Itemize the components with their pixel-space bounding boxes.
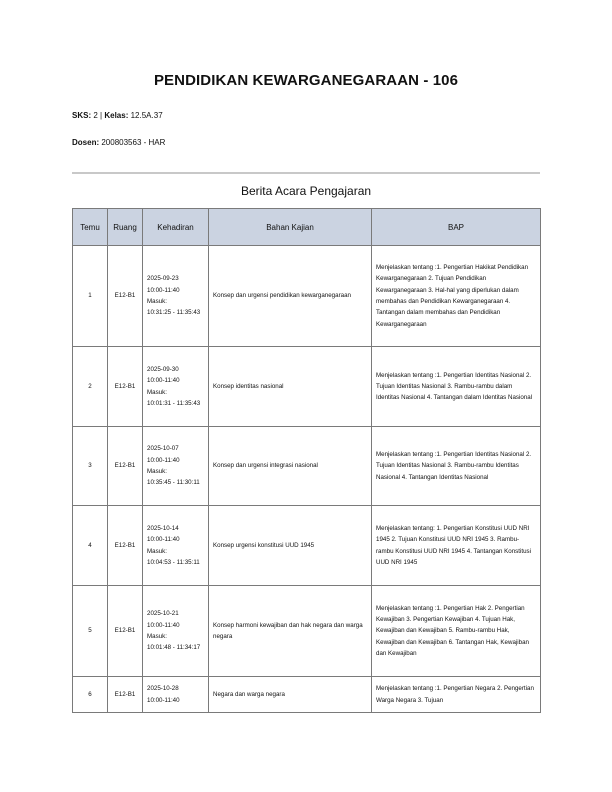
- bahan-kajian-cell: Konsep harmoni kewajiban dan hak negara dan warga negara: [209, 586, 372, 677]
- header-kehadiran: Kehadiran: [143, 209, 209, 246]
- kehadiran-time: 10:00-11:40: [147, 621, 180, 629]
- kehadiran-cell: [143, 347, 209, 427]
- masuk-label: Masuk:: [147, 388, 167, 396]
- header-temu: Temu: [73, 209, 108, 246]
- temu-cell: 5: [73, 586, 108, 677]
- kehadiran-date: 2025-09-23: [147, 275, 179, 283]
- header-bahan-kajian: Bahan Kajian: [209, 209, 372, 246]
- sks-label: SKS:: [72, 111, 92, 120]
- ruang-cell: E12-B1: [108, 347, 143, 427]
- masuk-label: Masuk:: [147, 468, 167, 475]
- section-divider: [72, 172, 540, 174]
- bahan-kajian-cell: Negara dan warga negara: [209, 677, 372, 713]
- masuk-time: 10:31:25 - 11:35:43: [147, 309, 201, 317]
- temu-cell: 2: [73, 347, 108, 427]
- bap-cell: Menjelaskan tentang :1. Pengertian Identitas Nasional 2. Tujuan Identitas Nasional 3. Rambu-rambu Identitas Nasional 4. Tantangan Identitas Nasional: [372, 427, 541, 506]
- kehadiran-time: 10:00-11:40: [147, 456, 180, 464]
- kehadiran-time: 10:00-11:40: [147, 286, 180, 294]
- bap-cell: Menjelaskan tentang :1. Pengertian Hak 2. Pengertian Kewajiban 3. Pengertian Kewajiban 4. Tujuan Hak, Kewajiban dan Kewajiban 5. Rambu-rambu Hak, Kewajiban dan Kewajiban 6. Tantangan Hak, Kewajiban dan Kewajiban: [372, 586, 541, 677]
- table-row: [73, 677, 541, 713]
- kehadiran-date: 2025-10-14: [147, 524, 179, 532]
- dosen-value: 200803563 - HAR: [101, 138, 166, 147]
- kehadiran-date: 2025-10-21: [147, 610, 179, 618]
- header-ruang: Ruang: [108, 209, 143, 246]
- masuk-label: Masuk:: [147, 298, 167, 305]
- bap-table: [72, 208, 541, 713]
- course-meta-line: [72, 111, 163, 120]
- kehadiran-date: 2025-09-30: [147, 365, 179, 373]
- masuk-time: 10:35:45 - 11:30:11: [147, 479, 200, 487]
- sks-value: 2: [93, 111, 98, 120]
- kehadiran-cell: [143, 427, 209, 506]
- ruang-cell: E12-B1: [108, 427, 143, 506]
- bap-cell: Menjelaskan tentang: 1. Pengertian Konstitusi UUD NRI 1945 2. Tujuan Konstitusi UUD NRI 1945 3. Rambu-rambu Konstitusi UUD NRI 1945 4. Tantangan Konstitusi UUD NRI 1945: [372, 506, 541, 586]
- ruang-cell: E12-B1: [108, 586, 143, 677]
- masuk-time: 10:04:53 - 11:35:11: [147, 558, 200, 566]
- bap-cell: Menjelaskan tentang :1. Pengertian Negara 2. Pengertian Warga Negara 3. Tujuan: [372, 677, 541, 713]
- table-row: [73, 586, 541, 677]
- dosen-line: [72, 138, 165, 147]
- temu-cell: 4: [73, 506, 108, 586]
- masuk-time: 10:01:31 - 11:35:43: [147, 399, 201, 407]
- table-row: [73, 506, 541, 586]
- dosen-label: Dosen:: [72, 138, 100, 147]
- bahan-kajian-cell: Konsep dan urgensi pendidikan kewarganegaraan: [209, 246, 372, 347]
- kehadiran-time: 10:00-11:40: [147, 377, 180, 385]
- header-bap: BAP: [372, 209, 541, 246]
- kehadiran-date: 2025-10-28: [147, 685, 179, 693]
- table-row: [73, 246, 541, 347]
- course-title: PENDIDIKAN KEWARGANEGARAAN - 106: [153, 72, 459, 89]
- masuk-label: Masuk:: [147, 633, 167, 640]
- bahan-kajian-cell: Konsep dan urgensi integrasi nasional: [209, 427, 372, 506]
- section-title: Berita Acara Pengajaran: [240, 184, 372, 198]
- masuk-label: Masuk:: [147, 547, 167, 555]
- kehadiran-cell: [143, 506, 209, 586]
- kehadiran-time: 10:00-11:40: [147, 696, 180, 704]
- kehadiran-cell: [143, 246, 209, 347]
- meta-separator: |: [100, 111, 103, 120]
- ruang-cell: E12-B1: [108, 677, 143, 713]
- masuk-time: 10:01:48 - 11:34:17: [147, 644, 201, 652]
- temu-cell: 3: [73, 427, 108, 506]
- kelas-label: Kelas:: [104, 111, 129, 120]
- temu-cell: 1: [73, 246, 108, 347]
- ruang-cell: E12-B1: [108, 246, 143, 347]
- kehadiran-time: 10:00-11:40: [147, 536, 180, 544]
- bahan-kajian-cell: Konsep identitas nasional: [209, 347, 372, 427]
- table-row: [73, 347, 541, 427]
- kelas-value: 12.5A.37: [130, 111, 163, 120]
- table-header-row: [73, 209, 541, 246]
- ruang-cell: E12-B1: [108, 506, 143, 586]
- bahan-kajian-cell: Konsep urgensi konstitusi UUD 1945: [209, 506, 372, 586]
- kehadiran-cell: [143, 586, 209, 677]
- bap-cell: Menjelaskan tentang :1. Pengertian Identitas Nasional 2. Tujuan Identitas Nasional 3. Rambu-rambu dalam Identitas Nasional 4. Tantangan dalam Identitas Nasional: [372, 347, 541, 427]
- bap-cell: Menjelaskan tentang :1. Pengertian Hakikat Pendidikan Kewarganegaraan 2. Tujuan Pendidikan Kewarganegaraan 3. Hal-hal yang diperlukan dalam membahas dan Pendidikan Kewarganegaraan 4. Tantangan dalam membahas dan Pendidikan Kewarganegaraan: [372, 246, 541, 347]
- kehadiran-date: 2025-10-07: [147, 445, 179, 453]
- kehadiran-cell: [143, 677, 209, 713]
- temu-cell: 6: [73, 677, 108, 713]
- table-row: [73, 427, 541, 506]
